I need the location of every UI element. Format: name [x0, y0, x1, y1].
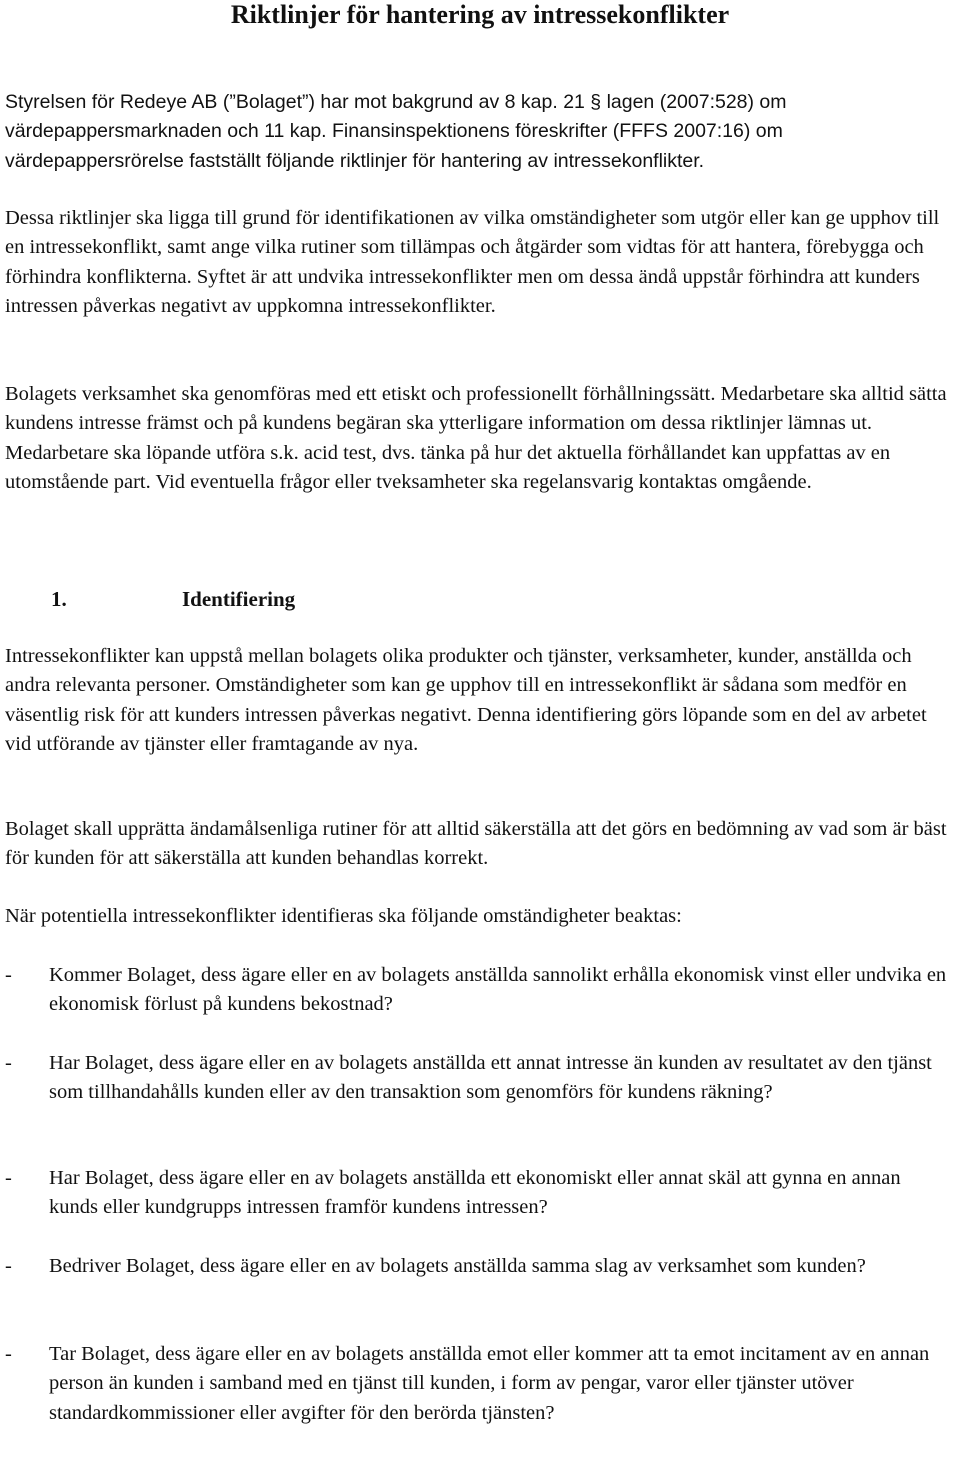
intro-paragraph-1: Styrelsen för Redeye AB (”Bolaget”) har mot bakgrund av 8 kap. 21 § lagen (2007:528) om värdepappersmarknaden och 11 kap. Finansinspektionens föreskrifter (FFFS 2007:16) om värdepappersrörelse fastställt följande riktlinjer för hantering av intressekonflikter. [5, 91, 787, 172]
bullet-marker: - [5, 1343, 12, 1365]
section-number: 1. [51, 587, 67, 611]
list-item-text: Bedriver Bolaget, dess ägare eller en av bolagets anställda samma slag av verksamhet som kunden? [49, 1255, 866, 1277]
bullet-marker: - [5, 1255, 12, 1277]
intro-paragraph-3: Bolagets verksamhet ska genomföras med ett etiskt och professionellt förhållningssätt. Medarbetare ska alltid sätta kundens intresse främst och på kundens begäran ska ytterligare information om dessa riktlinjer lämnas ut. Medarbetare ska löpande utföra s.k. acid test, dvs. tänka på hur det aktuella förhållandet kan uppfattas av en utomstående part. Vid eventuella frågor eller tveksamheter ska regelansvarig kontaktas omgående. [5, 383, 947, 493]
section-heading [0, 584, 960, 614]
section-paragraph-3: När potentiella intressekonflikter identifieras ska följande omständigheter beaktas: [5, 905, 682, 927]
list-item-text: Kommer Bolaget, dess ägare eller en av bolagets anställda sannolikt erhålla ekonomisk vinst eller undvika en ekonomisk förlust på kundens bekostnad? [49, 964, 947, 1016]
section-paragraph-2: Bolaget skall upprätta ändamålsenliga rutiner för att alltid säkerställa att det görs en bedömning av vad som är bäst för kunden för att säkerställa att kunden behandlas korrekt. [5, 818, 947, 870]
document-title: Riktlinjer för hantering av intressekonflikter [230, 0, 730, 29]
bullet-marker: - [5, 1167, 12, 1189]
list-item-text: Har Bolaget, dess ägare eller en av bolagets anställda ett ekonomiskt eller annat skäl att gynna en annan kunds eller kundgrupps intressen framför kundens intressen? [49, 1167, 901, 1219]
section-paragraph-1: Intressekonflikter kan uppstå mellan bolagets olika produkter och tjänster, verksamheter, kunder, anställda och andra relevanta personer. Omständigheter som kan ge upphov till en intressekonflikt är sådana som medför en väsentlig risk för att kunders intressen påverkas negativt. Denna identifiering görs löpande som en del av arbetet vid utförande av tjänster eller framtagande av nya. [5, 645, 927, 755]
list-item-text: Har Bolaget, dess ägare eller en av bolagets anställda ett annat intresse än kunden av resultatet av den tjänst som tillhandahålls kunden eller av den transaktion som genomförs för kundens räkning? [49, 1052, 932, 1104]
bullet-marker: - [5, 964, 12, 986]
list-item-text: Tar Bolaget, dess ägare eller en av bolagets anställda emot eller kommer att ta emot incitament av en annan person än kunden i samband med en tjänst till kunden, i form av pengar, varor eller tjänster utöver standardkommissioner eller avgifter för den berörda tjänsten? [49, 1343, 930, 1424]
bullet-marker: - [5, 1052, 12, 1074]
section-title: Identifiering [182, 587, 296, 611]
intro-paragraph-2: Dessa riktlinjer ska ligga till grund för identifikationen av vilka omständigheter som utgör eller kan ge upphov till en intressekonflikt, samt ange vilka rutiner som tillämpas och åtgärder som vidtas för att hantera, förebygga och förhindra konflikterna. Syftet är att undvika intressekonflikter men om dessa ändå uppstår förhindra att kunders intressen påverkas negativt av uppkomna intressekonflikter. [5, 207, 940, 317]
